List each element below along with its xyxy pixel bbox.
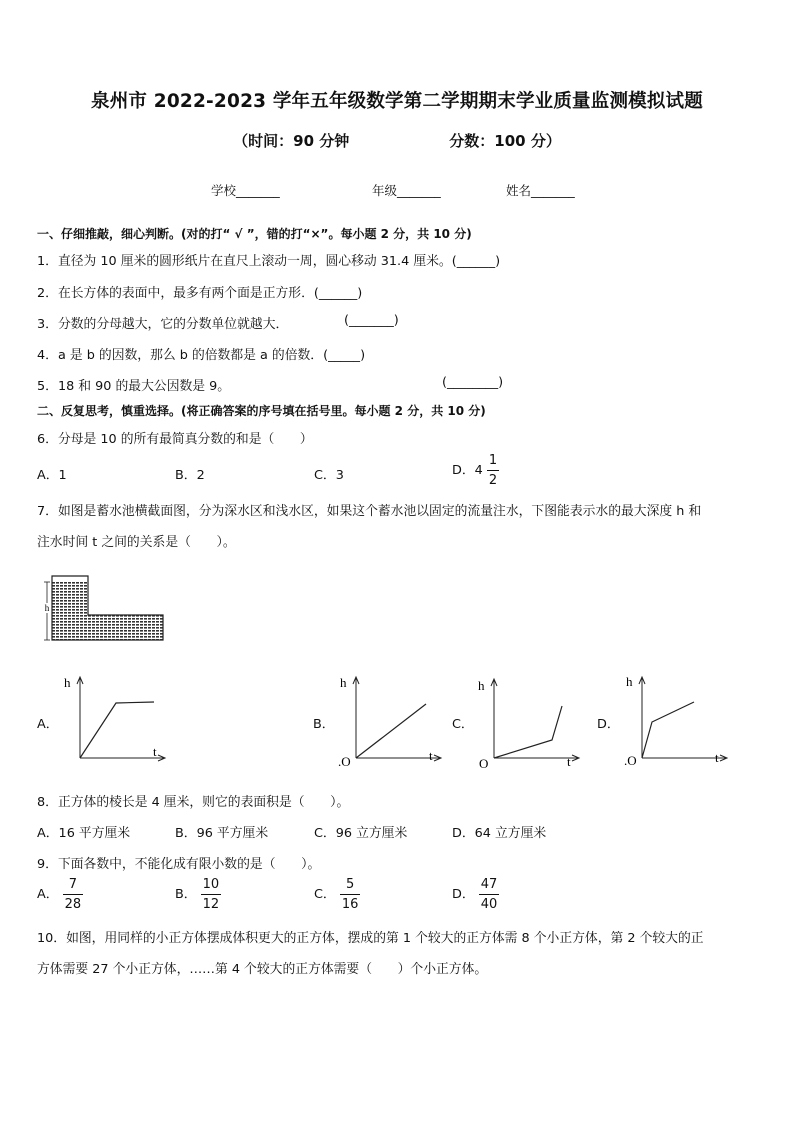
section2-heading: 二、反复思考，慎重选择。(将正确答案的序号填在括号里。每小题 2 分，共 10 分) xyxy=(37,404,486,418)
q9-option-d-label: D． xyxy=(452,887,475,902)
pool-water xyxy=(52,582,163,640)
grade-field: 年级_______ xyxy=(372,183,441,198)
exam-time: （时间：90 分钟 xyxy=(233,132,350,150)
q6-option-d-fraction xyxy=(487,454,499,487)
q8-option-b: B．96 平方厘米 xyxy=(175,826,269,841)
fraction-numerator: 10 xyxy=(202,877,220,892)
q9-option-a-label: A． xyxy=(37,887,59,902)
name-field: 姓名_______ xyxy=(506,183,575,198)
q9-option-c-fraction xyxy=(340,878,361,911)
q7-option-c-label: C． xyxy=(452,717,474,732)
q9-option-b-fraction xyxy=(201,878,222,911)
q9-option-b xyxy=(175,878,221,911)
page-title: 泉州市 2022-2023 学年五年级数学第二学期期末学业质量监测模拟试题 xyxy=(91,91,703,112)
q7-graph-d-line xyxy=(642,702,694,758)
section1-heading: 一、仔细推敲，细心判断。(对的打“ √ ”，错的打“×”。每小题 2 分，共 10 分) xyxy=(37,227,472,241)
q6-option-c: C．3 xyxy=(314,468,344,483)
fraction-denominator: 16 xyxy=(340,894,361,911)
pool-cross-section-figure xyxy=(40,570,170,646)
q9-option-d-fraction xyxy=(479,878,500,911)
origin-label: O xyxy=(479,756,489,771)
q7-option-d-label: D． xyxy=(597,717,620,732)
q9-option-b-label: B． xyxy=(175,887,197,902)
q9-option-a xyxy=(37,878,83,911)
q7-graph-a xyxy=(58,672,168,768)
q7-graph-b-line xyxy=(356,704,426,758)
fraction-denominator: 2 xyxy=(487,470,499,487)
q8-option-a: A．16 平方厘米 xyxy=(37,826,131,841)
question-10-line1: 10．如图，用同样的小正方体摆成体积更大的正方体，摆成的第 1 个较大的正方体需 8 个小正方体，第 2 个较大的正 xyxy=(37,931,704,946)
question-3: 3．分数的分母越大，它的分数单位就越大． xyxy=(37,317,289,332)
axis-t-label: t xyxy=(715,750,719,765)
q8-option-d: D．64 立方厘米 xyxy=(452,826,547,841)
question-5: 5．18 和 90 的最大公因数是 9。 xyxy=(37,379,231,394)
q9-option-a-fraction xyxy=(63,878,84,911)
question-7-line2: 注水时间 t 之间的关系是（ ）。 xyxy=(37,535,236,550)
axis-h-label: h xyxy=(626,674,633,689)
q7-option-a-label: A． xyxy=(37,717,59,732)
q7-option-b-label: B． xyxy=(313,717,335,732)
fraction-numerator: 1 xyxy=(488,453,498,468)
fraction-denominator: 12 xyxy=(201,894,222,911)
question-4: 4．a 是 b 的因数，那么 b 的倍数都是 a 的倍数．(_____) xyxy=(37,348,366,363)
q6-option-b: B．2 xyxy=(175,468,205,483)
q7-graph-c xyxy=(474,672,584,772)
q7-graph-b xyxy=(336,672,446,770)
question-1: 1．直径为 10 厘米的圆形纸片在直尺上滚动一周，圆心移动 31.4 厘米。(______) xyxy=(37,254,501,269)
q6-option-a: A．1 xyxy=(37,468,67,483)
q9-option-c-label: C． xyxy=(314,887,336,902)
question-9: 9．下面各数中，不能化成有限小数的是（ ）。 xyxy=(37,857,321,872)
q9-option-c xyxy=(314,878,360,911)
fraction-numerator: 7 xyxy=(68,877,78,892)
axis-h-label: h xyxy=(64,675,71,690)
exam-score: 分数：100 分） xyxy=(449,132,561,150)
question-8: 8．正方体的棱长是 4 厘米，则它的表面积是（ ）。 xyxy=(37,795,350,810)
question-6: 6．分母是 10 的所有最简真分数的和是（ ） xyxy=(37,432,313,447)
q9-option-d xyxy=(452,878,499,911)
q7-graph-d xyxy=(622,672,732,770)
q6-option-d xyxy=(452,454,499,487)
fraction-denominator: 40 xyxy=(479,894,500,911)
exam-meta xyxy=(0,130,794,151)
q6-option-d-label: D．4 xyxy=(452,463,483,478)
question-3-blank: (_______) xyxy=(344,313,399,328)
school-field: 学校_______ xyxy=(211,183,280,198)
q7-graph-c-line xyxy=(494,706,562,758)
origin-label: .O xyxy=(338,754,351,769)
question-10-line2: 方体需要 27 个小正方体，……第 4 个较大的正方体需要（ ）个小正方体。 xyxy=(37,962,488,977)
q8-option-c: C．96 立方厘米 xyxy=(314,826,408,841)
question-5-blank: (________) xyxy=(442,375,504,390)
fraction-denominator: 28 xyxy=(63,894,84,911)
question-7-line1: 7．如图是蓄水池横截面图，分为深水区和浅水区，如果这个蓄水池以固定的流量注水，下图能表示水的最大深度 h 和 xyxy=(37,504,702,519)
q7-graph-a-line xyxy=(80,702,154,758)
fraction-numerator: 5 xyxy=(345,877,355,892)
question-2: 2．在长方体的表面中，最多有两个面是正方形．(______) xyxy=(37,286,363,301)
axis-h-label: h xyxy=(478,678,485,693)
fraction-numerator: 47 xyxy=(480,877,498,892)
pool-depth-label: h xyxy=(44,603,50,613)
axis-h-label: h xyxy=(340,675,347,690)
origin-label: .O xyxy=(624,753,637,768)
axis-t-label: t xyxy=(429,748,433,763)
axis-t-label: t xyxy=(153,744,157,759)
axis-t-label: t xyxy=(567,754,571,769)
